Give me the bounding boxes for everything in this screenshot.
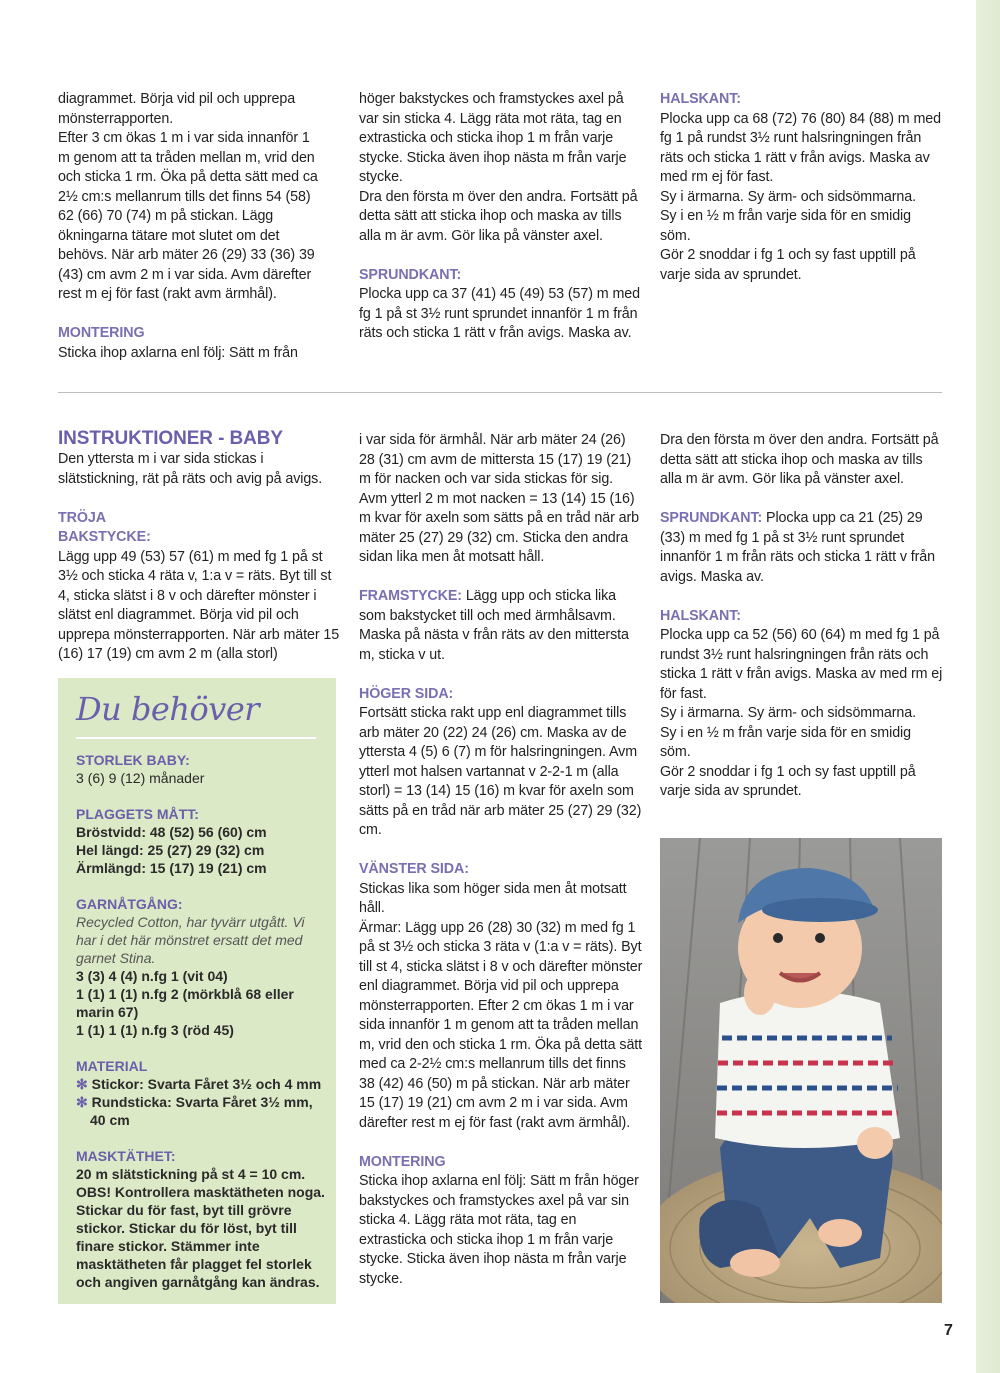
box-list-item: ✻ Rundsticka: Svarta Fåret 3½ mm, 40 cm xyxy=(76,1094,313,1128)
page-number: 7 xyxy=(944,1322,953,1339)
section-heading: HALSKANT: xyxy=(660,91,741,107)
box-heading: MATERIAL xyxy=(76,1058,148,1074)
box-heading: GARNÅTGÅNG: xyxy=(76,896,183,912)
inline-text: Lägg upp och sticka lika som bakstycket till och med ärmhålsavm. Maska på nästa v från räts av den mittersta m, sticka v ut. xyxy=(359,588,629,663)
section-heading: BAKSTYCKE: xyxy=(58,529,151,545)
section-heading: SPRUNDKANT: xyxy=(359,266,462,283)
section-heading: TRÖJA xyxy=(58,509,106,526)
paragraph xyxy=(359,587,644,665)
materials-box-rule xyxy=(76,737,316,739)
paragraph: Lägg upp 49 (53) 57 (61) m med fg 1 på st 3½ och sticka 4 räta v, 1:a v = räts. Byt till st 4, sticka slätst i 8 v och därefter mönster i slätst enl diagrammet. Börja vid pil och upprepa mönsterrapporten. När arb mäter 15 (16) 17 (19) cm avm 2 m (alla storl) xyxy=(58,548,340,662)
asterisk-bullet-icon: ✻ xyxy=(76,1076,88,1092)
box-text: 1 (1) 1 (1) n.fg 3 (röd 45) xyxy=(76,1022,234,1038)
baby-photo xyxy=(660,838,942,1303)
box-text: 20 m slätstickning på st 4 = 10 cm. OBS! Kontrollera masktätheten noga. Stickar du för fast, byt till grövre stickor. Stickar du för löst, byt till finare stickor. Stämmer inte masktätheten får plagget fel storlek och angiven garnåtgång kan ändras. xyxy=(76,1166,325,1290)
box-text: Bröstvidd: 48 (52) 56 (60) cm xyxy=(76,824,267,840)
paragraph: i var sida för ärmhål. När arb mäter 24 (26) 28 (31) cm avm de mittersta 15 (17) 19 (21) m för nacken och var sida stickas för sig. Avm ytterl 2 m mot nacken = 13 (14) 15 (16) m kvar för axeln som sätts på en tråd när arb mäter 25 (27) 29 (32) cm. Sticka den andra sidan lika men åt motsatt håll. xyxy=(359,432,639,565)
paragraph: Den yttersta m i var sida stickas i slätstickning, rät på räts och avig på avigs. xyxy=(58,451,323,487)
top-column-3 xyxy=(660,90,945,285)
paragraph: Sy i ärmarna. Sy ärm- och sidsömmarna. xyxy=(660,188,917,205)
paragraph: Stickas lika som höger sida men åt motsatt håll. xyxy=(359,880,627,916)
paragraph xyxy=(660,509,945,587)
inline-heading: SPRUNDKANT: xyxy=(660,510,763,526)
baby-column-1 xyxy=(58,428,343,665)
paragraph: Sy i en ½ m från varje sida för en smidig söm. xyxy=(660,724,911,760)
paragraph: Sticka ihop axlarna enl följ: Sätt m från xyxy=(58,344,298,361)
inline-heading: FRAMSTYCKE: xyxy=(359,588,462,604)
paragraph: Sy i ärmarna. Sy ärm- och sidsömmarna. xyxy=(660,705,917,721)
paragraph: höger bakstyckes och framstyckes axel på var sin sticka 4. Lägg räta mot räta, tag en extrasticka och sticka ihop 1 m från varje stycke. Sticka även ihop nästa m från varje stycke. xyxy=(359,91,627,185)
box-list-item: ✻ Stickor: Svarta Fåret 3½ och 4 mm xyxy=(76,1076,322,1092)
box-text: Hel längd: 25 (27) 29 (32) cm xyxy=(76,842,265,858)
paragraph: Sy i en ½ m från varje sida för en smidig söm. xyxy=(660,208,911,244)
materials-box-title: Du behöver xyxy=(76,690,260,728)
section-divider xyxy=(58,392,942,393)
box-heading: MASKTÄTHET: xyxy=(76,1148,176,1164)
baby-column-2 xyxy=(359,431,644,1289)
materials-box-body xyxy=(76,751,326,1291)
paragraph: diagrammet. Börja vid pil och upprepa mönsterrapporten. xyxy=(58,91,296,127)
section-heading: HALSKANT: xyxy=(660,607,741,624)
section-heading: VÄNSTER SIDA: xyxy=(359,861,469,877)
box-text: 3 (6) 9 (12) månader xyxy=(76,770,205,786)
paragraph: Dra den första m över den andra. Fortsätt på detta sätt att sticka ihop och maska av tills alla m är avm. Gör lika på vänster axel. xyxy=(660,432,939,487)
side-decoration-strip xyxy=(976,0,1000,1373)
top-column-2 xyxy=(359,90,644,344)
box-heading: STORLEK BABY: xyxy=(76,752,190,768)
baby-photo-illustration xyxy=(660,838,942,1303)
paragraph: Plocka upp ca 68 (72) 76 (80) 84 (88) m med fg 1 på rundst 3½ runt halsringningen från räts och sticka 1 rätt v från avigs. Maska av med rm ej för fast. xyxy=(660,110,941,185)
paragraph: Ärmar: Lägg upp 26 (28) 30 (32) m med fg 1 på st 3½ och sticka 3 räta v (1:a v = räts). Byt till st 4, sticka slätst i 8 v och därefter mönster enl diagrammet. Börja vid pil och upprepa mönsterrapporten. Efter 2 cm ökas 1 m i var sida innanför 1 m genom att ta tråden mellan m, vrid den och sticka 1 rm. Öka på detta sätt med ca 2-2½ cm:s mellanrum tills det finns 38 (42) 46 (50) m på stickan. När arb mäter 15 (17) 19 (21) cm avm 2 m i var sida. Avm därefter rest m ej för fast (rakt avm ärmhål). xyxy=(359,919,643,1131)
section-heading: MONTERING xyxy=(58,325,145,341)
box-text: Ärmlängd: 15 (17) 19 (21) cm xyxy=(76,860,267,876)
section-heading: MONTERING xyxy=(359,1153,446,1170)
paragraph: Sticka ihop axlarna enl följ: Sätt m från höger bakstyckes och framstyckes axel på var sin sticka 4. Lägg räta mot räta, tag en extrasticka och sticka ihop 1 m från varje stycke. Sticka även ihop nästa m från varje stycke. xyxy=(359,1173,639,1287)
paragraph: Plocka upp ca 37 (41) 45 (49) 53 (57) m med fg 1 på st 3½ runt sprundet innanför 1 m från räts och sticka 1 rätt v från avigs. Maska av. xyxy=(359,286,640,341)
baby-column-3 xyxy=(660,431,945,802)
box-heading: PLAGGETS MÅTT: xyxy=(76,806,199,822)
paragraph: Plocka upp ca 52 (56) 60 (64) m med fg 1 på rundst 3½ runt halsringningen från räts och sticka 1 rätt v från avigs. Maska av med rm ej för fast. xyxy=(660,627,943,702)
box-note: Recycled Cotton, har tyvärr utgått. Vi har i det här mönstret ersatt det med garnet Stina. xyxy=(76,914,305,966)
paragraph: Fortsätt sticka rakt upp enl diagrammet tills arb mäter 20 (22) 24 (26) cm. Maska av de yttersta 4 (5) 6 (7) m för halsringningen. Avm ytterl mot halsen vartannat v 2-2-1 m (alla storl) = 13 (14) 15 (16) m kvar för axeln som sätts på en tråd när arb mäter 25 (27) 29 (32) cm. xyxy=(359,705,642,838)
paragraph: Gör 2 snoddar i fg 1 och sy fast upptill på varje sida av sprundet. xyxy=(660,247,916,283)
section-heading: HÖGER SIDA: xyxy=(359,685,454,702)
asterisk-bullet-icon: ✻ xyxy=(76,1094,88,1110)
inline-text: Plocka upp ca 21 (25) 29 (33) m med fg 1 på st 3½ runt sprundet innanför 1 m från räts och sticka 1 rätt v från avigs. Maska av. xyxy=(660,510,936,585)
paragraph: Efter 3 cm ökas 1 m i var sida innanför 1 m genom att ta tråden mellan m, vrid den och sticka 1 rm. Öka på detta sätt med ca 2½ cm:s mellanrum tills det finns 54 (58) 62 (66) 70 (74) m på stickan. Lägg ökningarna tätare mot slutet om det behövs. När arb mäter 26 (29) 33 (36) 39 (43) cm avm 2 m i var sida. Avm därefter rest m ej för fast (rakt avm ärmhål). xyxy=(58,130,318,302)
paragraph: Dra den första m över den andra. Fortsätt på detta sätt att sticka ihop och maska av tills alla m är avm. Gör lika på vänster axel. xyxy=(359,188,638,244)
paragraph: Gör 2 snoddar i fg 1 och sy fast upptill på varje sida av sprundet. xyxy=(660,763,916,799)
top-column-1 xyxy=(58,90,323,363)
page-title: INSTRUKTIONER - BABY xyxy=(58,428,283,449)
box-text: 3 (3) 4 (4) n.fg 1 (vit 04) xyxy=(76,968,228,984)
box-text: 1 (1) 1 (1) n.fg 2 (mörkblå 68 eller marin 67) xyxy=(76,986,294,1020)
